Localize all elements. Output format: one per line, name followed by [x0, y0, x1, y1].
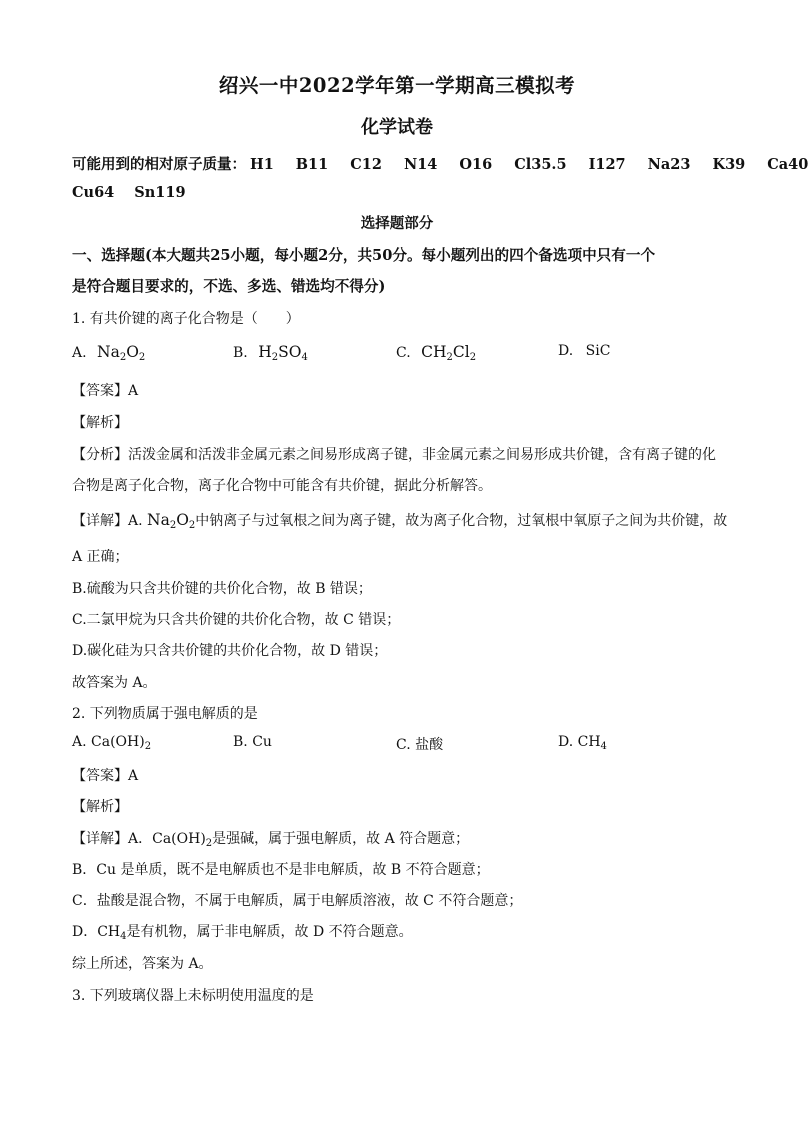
- xiangjie-text: D．CH: [72, 924, 121, 940]
- q1-option-c: [396, 343, 476, 361]
- option-letter: A.: [72, 345, 87, 361]
- formula-part: O: [176, 511, 189, 529]
- mass-item: Ca40: [767, 156, 808, 173]
- answer-tag: 【答案】: [72, 768, 128, 784]
- q1-fenxi-line-1: [72, 444, 716, 464]
- xiangjie-tag: 【详解】: [72, 513, 128, 529]
- q1-answer: [72, 380, 138, 400]
- option-letter: C.: [396, 345, 411, 361]
- answer-value: A: [128, 768, 139, 784]
- formula-sub: 2: [446, 352, 453, 363]
- formula-part: Na: [97, 343, 120, 361]
- mass-item: C12: [350, 156, 382, 173]
- xiangjie-prefix: A.: [128, 513, 143, 529]
- option-text: B. Cu: [233, 734, 272, 750]
- q2-xiangjie-c: C．盐酸是混合物，不属于电解质，属于电解质溶液，故 C 不符合题意；: [72, 893, 523, 909]
- formula-part: O: [126, 343, 139, 361]
- option-text: A. Ca(OH): [72, 734, 145, 750]
- answer-value: A: [128, 383, 139, 399]
- instructions-line-2: 是符合题目要求的，不选、多选、错选均不得分): [72, 278, 386, 295]
- xiangjie-text: A．Ca(OH): [128, 831, 206, 847]
- q1-xiangjie-c: C.二氯甲烷为只含共价键的共价化合物，故 C 错误；: [72, 612, 401, 628]
- mass-item: Sn119: [134, 184, 186, 201]
- mass-item: Na23: [647, 156, 691, 173]
- q1-option-b: [233, 343, 308, 361]
- answer-tag: 【答案】: [72, 383, 128, 399]
- formula-sub: 2: [144, 741, 152, 752]
- formula-part: SO: [278, 343, 302, 361]
- q2-conclusion: 综上所述，答案为 A。: [72, 956, 213, 972]
- atomic-mass-label: 可能用到的相对原子质量：: [72, 156, 246, 173]
- q2-xiangjie-b: B．Cu 是单质，既不是电解质也不是非电解质，故 B 不符合题意；: [72, 862, 490, 878]
- mass-item: N14: [403, 156, 438, 173]
- page-title: 绍兴一中2022学年第一学期高三模拟考: [218, 74, 576, 97]
- q2-stem: 2. 下列物质属于强电解质的是: [72, 706, 258, 722]
- formula-part: SiC: [585, 343, 611, 359]
- q1-conclusion: 故答案为 A。: [72, 675, 157, 691]
- mass-item: I127: [588, 156, 626, 173]
- q2-option-a: [72, 734, 151, 750]
- formula-sub: 2: [205, 838, 213, 849]
- q1-xiangjie-d: D.碳化硅为只含共价键的共价化合物，故 D 错误；: [72, 643, 388, 659]
- q2-analysis-tag: 【解析】: [72, 799, 128, 815]
- section-title: 选择题部分: [360, 215, 434, 232]
- formula-sub: 2: [271, 352, 279, 363]
- formula-sub: 2: [119, 352, 127, 363]
- formula-sub: 4: [301, 352, 308, 363]
- formula-sub: 4: [120, 931, 127, 942]
- formula-sub: 2: [188, 520, 196, 531]
- fenxi-tag: 【分析】: [72, 447, 128, 463]
- q1-xiangjie-b: B.硫酸为只含共价键的共价化合物，故 B 错误；: [72, 581, 372, 597]
- mass-item: Cu64: [72, 184, 115, 201]
- formula-sub: 2: [138, 352, 146, 363]
- formula-part: Cl: [452, 343, 470, 361]
- mass-item: O16: [459, 156, 493, 173]
- q3-stem: 3. 下列玻璃仪器上未标明使用温度的是: [72, 988, 314, 1004]
- q2-xiangjie-d: [72, 921, 413, 941]
- formula-sub: 2: [169, 520, 177, 531]
- q1-xiangjie-line-1: [72, 510, 727, 530]
- formula-part: H: [258, 343, 272, 361]
- q1-xiangjie-line-2: A 正确；: [72, 549, 129, 565]
- atomic-mass-row-1: [72, 153, 808, 174]
- page-subtitle: 化学试卷: [361, 117, 433, 138]
- q1-stem: 1. 有共价键的离子化合物是（ ）: [72, 311, 300, 327]
- mass-item: Cl35.5: [514, 156, 567, 173]
- mass-item: H1: [250, 156, 274, 173]
- formula-sub: 2: [469, 352, 477, 363]
- atomic-mass-row-2: [72, 184, 186, 201]
- q1-option-d: [558, 343, 610, 359]
- instructions-line-1: 一、选择题(本大题共25小题，每小题2分，共50分。每小题列出的四个备选项中只有一个: [72, 247, 656, 264]
- fenxi-text: 活泼金属和活泼非金属元素之间易形成离子键，非金属元素之间易形成共价键，含有离子键的化: [128, 447, 716, 463]
- q1-fenxi-line-2: 合物是离子化合物，离子化合物中可能含有共价键，据此分析解答。: [72, 478, 492, 494]
- q2-answer: [72, 765, 138, 785]
- q1-analysis-tag: 【解析】: [72, 415, 128, 431]
- q2-option-b: [233, 734, 272, 750]
- option-text: C. 盐酸: [396, 737, 444, 753]
- formula-part: CH: [421, 343, 447, 361]
- q2-xiangjie-a: [72, 828, 469, 848]
- option-letter: B.: [233, 345, 248, 361]
- mass-item: K39: [712, 156, 746, 173]
- formula-part: Na: [147, 511, 170, 529]
- formula-sub: 4: [600, 741, 607, 752]
- xiangjie-tag: 【详解】: [72, 831, 128, 847]
- q1-option-a: [72, 343, 145, 361]
- mass-item: B11: [295, 156, 329, 173]
- option-letter: D.: [558, 343, 574, 359]
- xiangjie-text: 是有机物，属于非电解质，故 D 不符合题意。: [126, 924, 413, 940]
- q2-option-c: [396, 734, 443, 754]
- xiangjie-text: 中钠离子与过氧根之间为离子键，故为离子化合物，过氧根中氧原子之间为共价键，故: [195, 513, 728, 529]
- option-text: D. CH: [558, 734, 601, 750]
- xiangjie-text: 是强碱，属于强电解质，故 A 符合题意；: [212, 831, 470, 847]
- q2-option-d: [558, 734, 607, 750]
